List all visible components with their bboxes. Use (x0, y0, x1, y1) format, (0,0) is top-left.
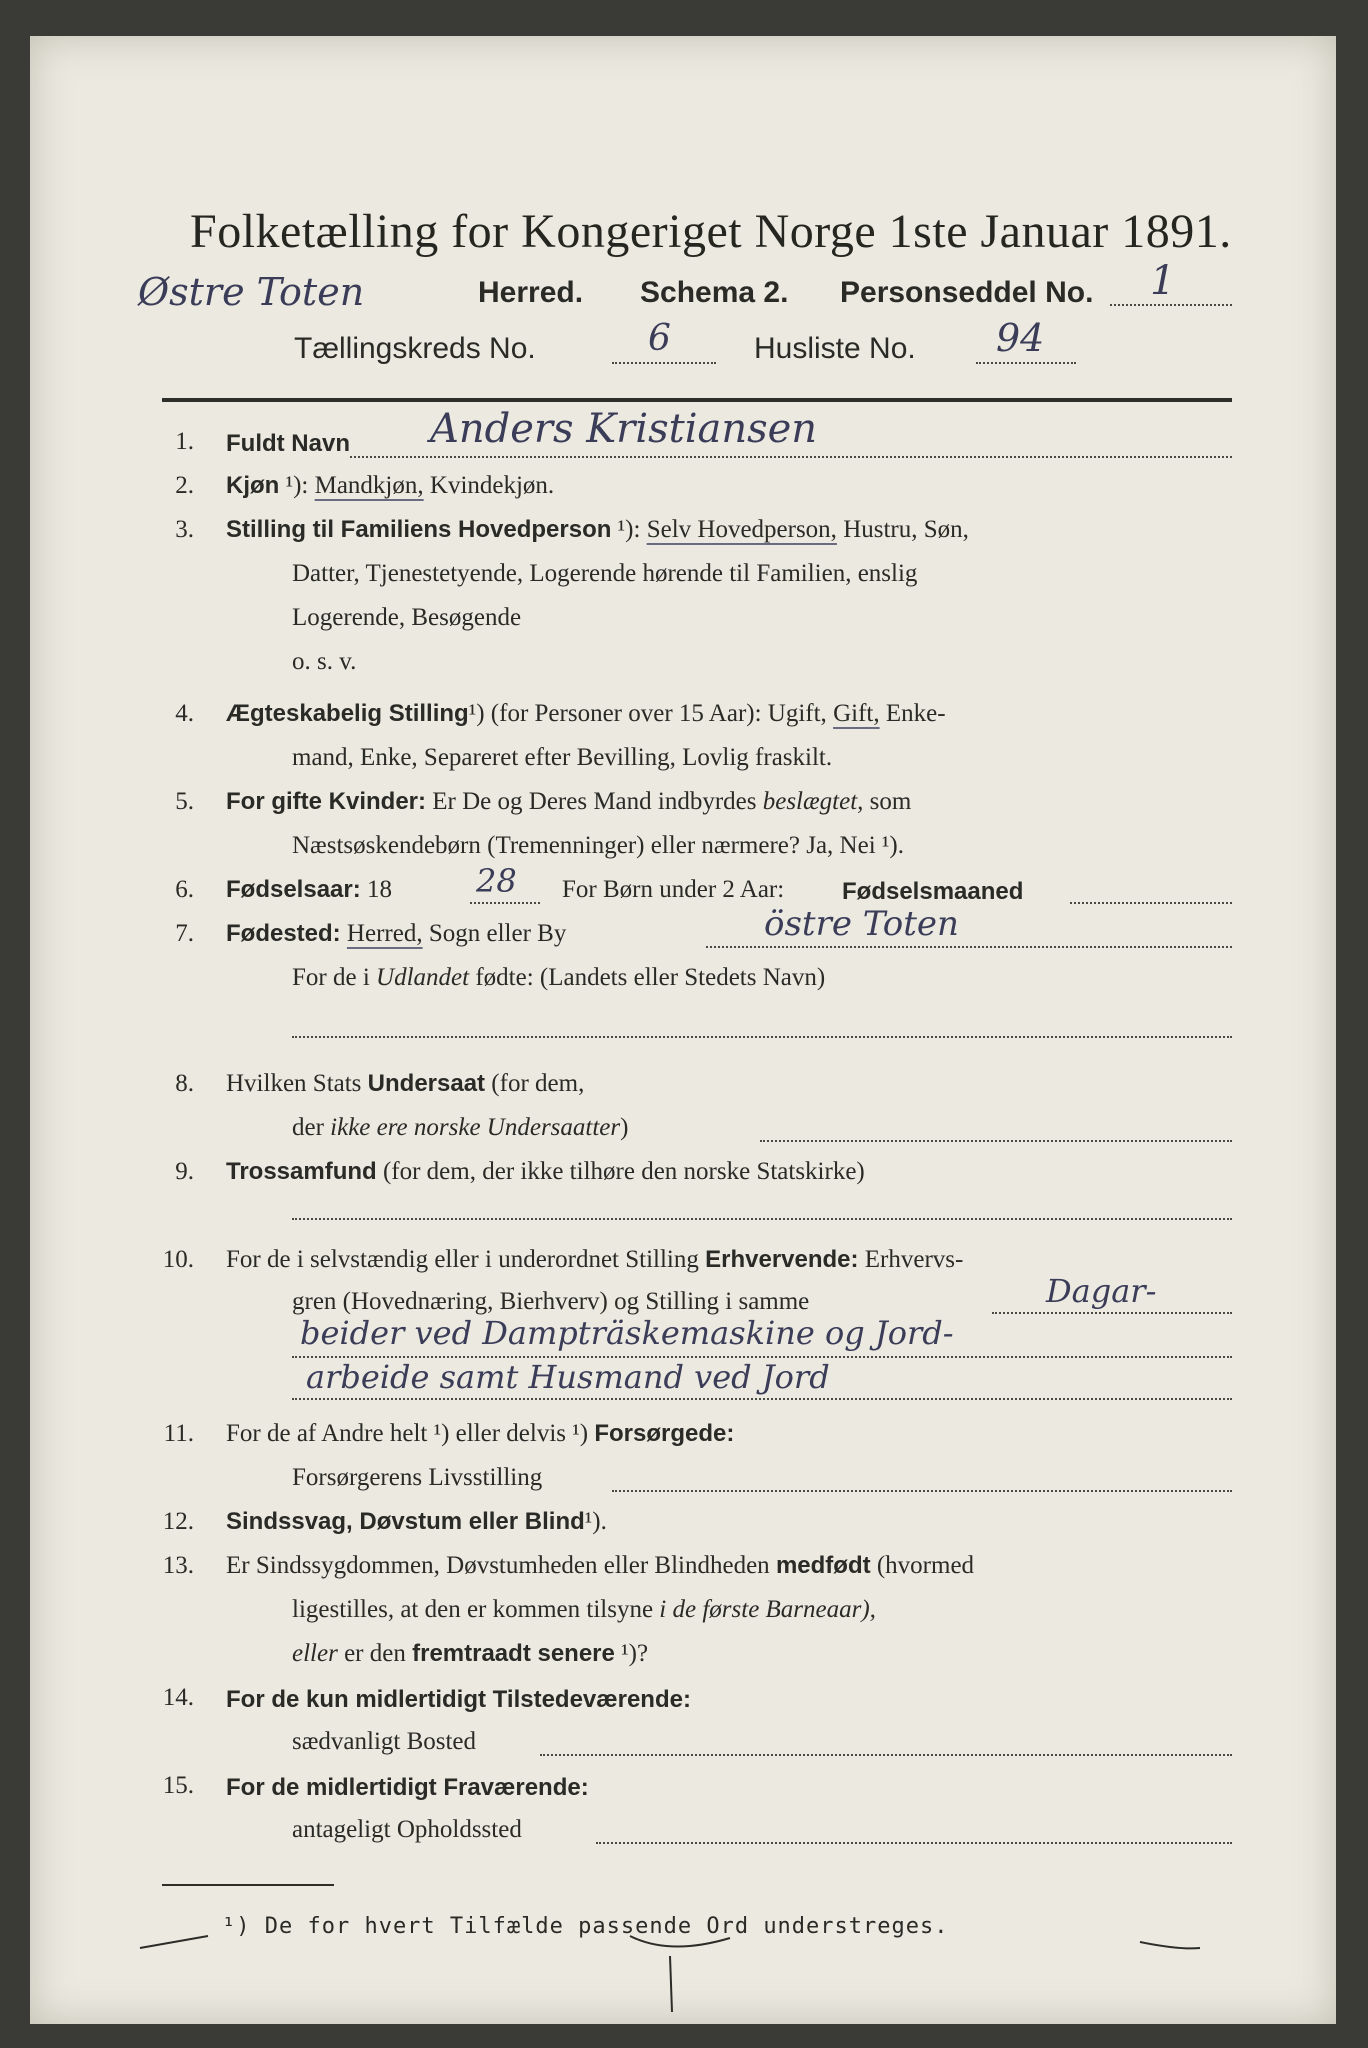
q3-line2: Datter, Tjenestetyende, Logerende hørende til Familien, enslig (292, 560, 918, 587)
pen-stroke (670, 1956, 672, 2012)
q8-line2-italic: ikke ere norske Undersaatter (330, 1114, 621, 1141)
q8-line2: der ikke ere norske Undersaatter) (292, 1114, 629, 1141)
q13-line3-bold: fremtraadt senere (412, 1640, 615, 1667)
q13-line3-italic: eller (292, 1640, 338, 1667)
item-number: 4. (175, 700, 194, 727)
q9-label: Trossamfund (226, 1158, 377, 1185)
item-number: 9. (175, 1158, 194, 1185)
item-number: 2. (175, 472, 194, 499)
item-number: 8. (175, 1070, 194, 1097)
q2-label: Kjøn (226, 472, 280, 499)
q5-label: For gifte Kvinder: (226, 788, 427, 815)
herred-handwritten: Østre Toten (138, 270, 365, 314)
q7-line2-italic: Udlandet (376, 964, 470, 991)
q10-occupation-hand1: Dagar- (1046, 1272, 1157, 1310)
q11-label: Forsørgede: (594, 1420, 735, 1447)
q10-text1: For de i selvstændig eller i underordnet Stilling (226, 1246, 699, 1273)
item-number: 1. (175, 428, 194, 455)
personseddel-label: Personseddel No. (840, 276, 1094, 309)
q1-name-value: Anders Kristiansen (430, 406, 818, 452)
q5-text2: som (869, 788, 912, 815)
q4-option-selected: Gift, (833, 700, 880, 727)
pen-marks (30, 36, 1336, 2024)
q7-line2a: For de i (292, 964, 370, 991)
q15-line2: antageligt Opholdssted (292, 1816, 522, 1843)
q10-line2: gren (Hovednæring, Bierhverv) og Stilling i samme (292, 1288, 810, 1315)
q13-text1: Er Sindssygdommen, Døvstumheden eller Blindheden (226, 1552, 770, 1579)
q8-text2: (for dem, (491, 1070, 585, 1097)
q14-line2: sædvanligt Bosted (292, 1728, 477, 1755)
pen-stroke (630, 1936, 730, 1947)
q3-rest: Hustru, Søn, (843, 516, 969, 543)
q7-line2b: fødte: (Landets eller Stedets Navn) (475, 964, 826, 991)
pen-stroke (1140, 1942, 1200, 1948)
kreds-value: 6 (648, 318, 671, 359)
q15-label: For de midlertidigt Fraværende: (226, 1774, 589, 1801)
item-number: 15. (162, 1772, 194, 1799)
schema-label: Schema 2. (640, 276, 789, 309)
item-number: 10. (162, 1246, 194, 1273)
q2-sup: ¹): (285, 472, 309, 499)
q13-line3a: er den (344, 1640, 406, 1667)
footnote-text: ¹) De for hvert Tilfælde passende Ord understreges. (222, 1914, 949, 1939)
q13-line2-italic: i de første Barneaar), (659, 1596, 876, 1623)
q12-label: Sindssvag, Døvstum eller Blind (226, 1508, 585, 1535)
q5-line2: Næstsøskendebørn (Tremenninger) eller nærmere? Ja, Nei ¹). (292, 832, 904, 859)
q12-sup: ¹). (584, 1508, 607, 1535)
q7-birthplace-value: östre Toten (764, 904, 959, 944)
q9-text1: (for dem, der ikke tilhøre den norske Statskirke) (382, 1158, 865, 1185)
q4-sup: ¹) (468, 700, 485, 727)
q8-label: Undersaat (367, 1070, 486, 1097)
q6-text2: For Børn under 2 Aar: (562, 876, 785, 903)
q3-label: Stilling til Familiens Hovedperson (226, 516, 612, 543)
item-number: 12. (162, 1508, 194, 1535)
q6-label: Fødselsaar: (226, 876, 361, 903)
pen-stroke (140, 1936, 208, 1948)
q13-label: medfødt (775, 1552, 871, 1579)
q2-option-selected: Mandkjøn, (314, 472, 424, 499)
item-number: 6. (175, 876, 194, 903)
q3-line3: Logerende, Besøgende (292, 604, 522, 631)
q14-label: For de kun midlertidigt Tilstedeværende: (226, 1686, 691, 1713)
q8-line2a: der (292, 1114, 324, 1141)
q11-text1: For de af Andre helt ¹) eller delvis ¹) (226, 1420, 589, 1447)
q5-text1: Er De og Deres Mand indbyrdes (432, 788, 757, 815)
q8-text1: Hvilken Stats (226, 1070, 362, 1097)
husliste-value: 94 (996, 316, 1045, 360)
husliste-label: Husliste No. (754, 332, 916, 365)
census-form-sheet (30, 36, 1336, 2024)
q6-year-value: 28 (476, 862, 517, 900)
q3-line4: o. s. v. (292, 648, 357, 675)
q10-occupation-hand3: arbeide samt Husmand ved Jord (306, 1358, 830, 1396)
q1-label: Fuldt Navn (226, 430, 350, 457)
q13-line3c: ¹)? (621, 1640, 649, 1667)
q13-line2a: ligestilles, at den er kommen tilsyne (292, 1596, 654, 1623)
q3-sup: ¹): (617, 516, 641, 543)
q10-text2: Erhvervs- (864, 1246, 964, 1273)
item-number: 13. (162, 1552, 194, 1579)
q4-text2: Enke- (885, 700, 946, 727)
q10-occupation-hand2: beider ved Dampträskemaskine og Jord- (300, 1314, 954, 1352)
item-number: 5. (175, 788, 194, 815)
q11-line2: Forsørgerens Livsstilling (292, 1464, 543, 1491)
q7-label: Fødested: (226, 920, 341, 947)
form-title: Folketælling for Kongeriget Norge 1ste Januar 1891. (190, 205, 1232, 258)
q7-text1: Sogn eller By (428, 920, 567, 947)
q6-prefix: 18 (366, 876, 392, 903)
q3-option-selected: Selv Hovedperson, (646, 516, 837, 543)
item-number: 3. (175, 516, 194, 543)
q13-text2: (hvormed (876, 1552, 975, 1579)
item-number: 11. (163, 1420, 194, 1447)
q4-text1: (for Personer over 15 Aar): Ugift, (490, 700, 827, 727)
q5-italic: beslægtet, (762, 788, 864, 815)
q7-option-selected: Herred, (346, 920, 423, 947)
q10-label: Erhvervende: (705, 1246, 859, 1273)
item-number: 7. (175, 920, 194, 947)
q4-label: Ægteskabelig Stilling (226, 700, 469, 727)
item-number: 14. (162, 1684, 194, 1711)
kreds-label: Tællingskreds No. (294, 332, 536, 365)
herred-label: Herred. (478, 276, 584, 309)
q4-line2: mand, Enke, Separeret efter Bevilling, Lovlig fraskilt. (292, 744, 833, 771)
q6-label2: Fødselsmaaned (842, 878, 1024, 905)
q2-option: Kvindekjøn. (429, 472, 555, 499)
personseddel-value: 1 (1150, 258, 1176, 304)
